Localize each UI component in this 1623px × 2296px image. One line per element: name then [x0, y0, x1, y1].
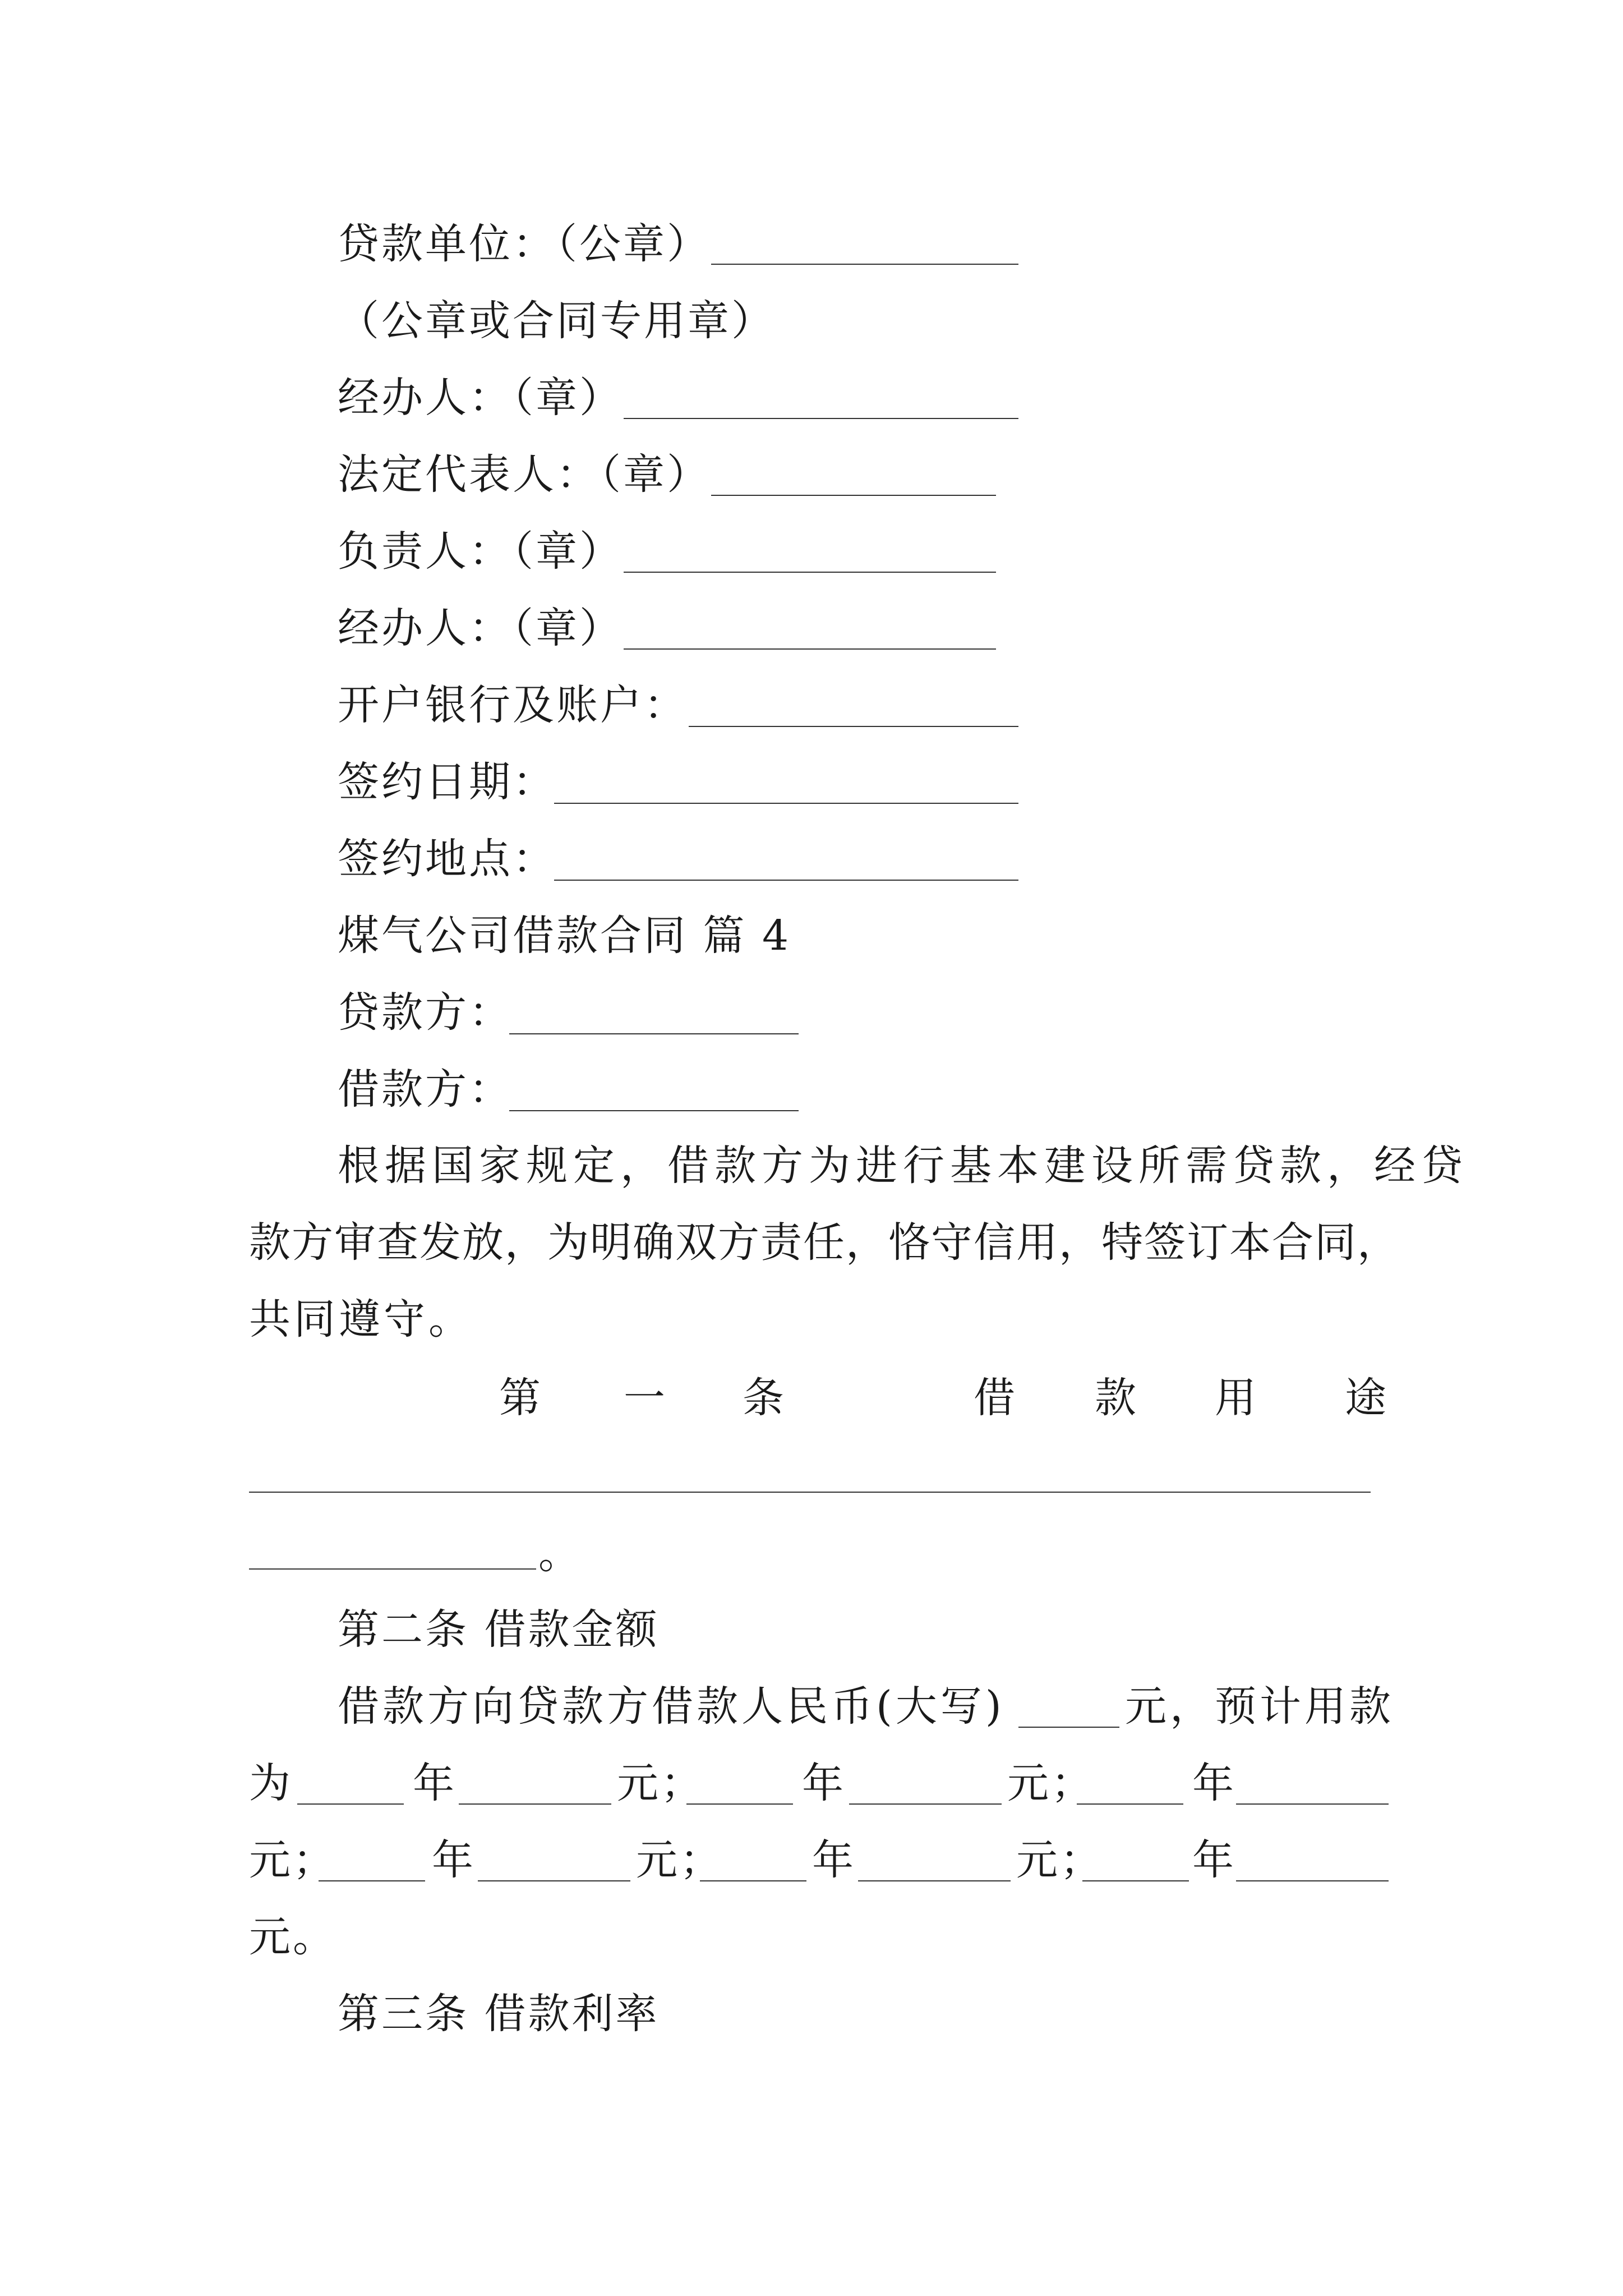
- amount-capital-blank[interactable]: [1018, 1727, 1119, 1728]
- lender-unit-label: 贷款单位：（公章）: [338, 220, 711, 268]
- plan-year-blank-5[interactable]: [700, 1880, 806, 1881]
- plan-year-blank-1[interactable]: [297, 1803, 404, 1805]
- article-1-end-mark: 。: [538, 1530, 582, 1578]
- intro-line-2: 款方审查发放，为明确双方责任，恪守信用，特签订本合同，: [249, 1218, 1400, 1267]
- article-1-char: 条: [743, 1374, 784, 1422]
- plan-amount-blank-5[interactable]: [858, 1880, 1011, 1881]
- lender-label: 贷款方：: [338, 988, 513, 1037]
- plan-nian-1: 年: [413, 1759, 457, 1807]
- plan-year-blank-3[interactable]: [1077, 1803, 1183, 1805]
- seal-note: （公章或合同专用章）: [338, 297, 775, 345]
- plan-yuan-end: 元。: [249, 1913, 336, 1961]
- bank-account-blank[interactable]: [689, 726, 1018, 727]
- plan-year-blank-6[interactable]: [1082, 1880, 1189, 1881]
- article-1-heading: [0, 1370, 1623, 1426]
- borrower-blank[interactable]: [509, 1110, 799, 1111]
- plan-yuan-4: 元；: [636, 1836, 723, 1884]
- article-1-char: 借: [974, 1374, 1015, 1422]
- bank-account-label: 开户银行及账户：: [338, 681, 688, 729]
- plan-amount-blank-1[interactable]: [459, 1803, 611, 1805]
- plan-nian-5: 年: [812, 1836, 856, 1884]
- legal-rep-blank[interactable]: [711, 495, 996, 496]
- sign-place-label: 签约地点：: [338, 835, 556, 883]
- sign-date-blank[interactable]: [554, 803, 1018, 804]
- plan-amount-blank-3[interactable]: [1236, 1803, 1389, 1805]
- article-1-char: 款: [1095, 1374, 1136, 1422]
- article-1-blank-2[interactable]: [249, 1568, 536, 1570]
- article-2-line1-a: 借款方向贷款方借款人民币(大写): [338, 1682, 1005, 1731]
- plan-amount-blank-6[interactable]: [1236, 1880, 1389, 1881]
- plan-year-blank-4[interactable]: [319, 1880, 425, 1881]
- sign-place-blank[interactable]: [554, 880, 1018, 881]
- lender-blank[interactable]: [509, 1033, 799, 1034]
- plan-wei: 为: [249, 1759, 293, 1807]
- handler-blank-2[interactable]: [624, 648, 996, 650]
- article-1-blank-1[interactable]: [249, 1492, 1371, 1493]
- plan-amount-blank-4[interactable]: [478, 1880, 630, 1881]
- article-1-char: 一: [624, 1374, 665, 1422]
- responsible-label: 负责人：（章）: [338, 527, 623, 576]
- responsible-blank[interactable]: [624, 572, 996, 573]
- plan-nian-6: 年: [1192, 1836, 1236, 1884]
- plan-yuan-1: 元；: [617, 1759, 704, 1807]
- plan-amount-blank-2[interactable]: [849, 1803, 1002, 1805]
- section-title: 煤气公司借款合同 篇 4: [338, 912, 791, 960]
- handler-label-1: 经办人：（章）: [338, 374, 623, 422]
- intro-line-3: 共同遵守。: [249, 1295, 473, 1343]
- article-1-char: 第: [499, 1374, 541, 1422]
- plan-yuan-5: 元；: [1016, 1836, 1104, 1884]
- plan-nian-4: 年: [432, 1836, 476, 1884]
- plan-nian-3: 年: [1192, 1759, 1236, 1807]
- handler-label-2: 经办人：（章）: [338, 604, 623, 652]
- article-1-char: 用: [1215, 1374, 1256, 1422]
- intro-line-1: 根据国家规定，借款方为进行基本建设所需贷款，经贷: [338, 1142, 1468, 1190]
- borrower-label: 借款方：: [338, 1065, 513, 1114]
- article-2-title: 第二条 借款金额: [338, 1605, 660, 1654]
- article-1-char: 途: [1345, 1374, 1386, 1422]
- plan-year-blank-2[interactable]: [686, 1803, 793, 1805]
- lender-unit-blank[interactable]: [711, 264, 1018, 265]
- article-3-title: 第三条 借款利率: [338, 1990, 660, 2038]
- sign-date-label: 签约日期：: [338, 758, 556, 806]
- plan-nian-2: 年: [802, 1759, 846, 1807]
- handler-blank-1[interactable]: [624, 418, 1018, 419]
- legal-rep-label: 法定代表人：（章）: [338, 450, 711, 499]
- article-2-line1-b: 元，预计用款: [1125, 1682, 1394, 1731]
- plan-yuan-3: 元；: [249, 1836, 336, 1884]
- plan-yuan-2: 元；: [1007, 1759, 1095, 1807]
